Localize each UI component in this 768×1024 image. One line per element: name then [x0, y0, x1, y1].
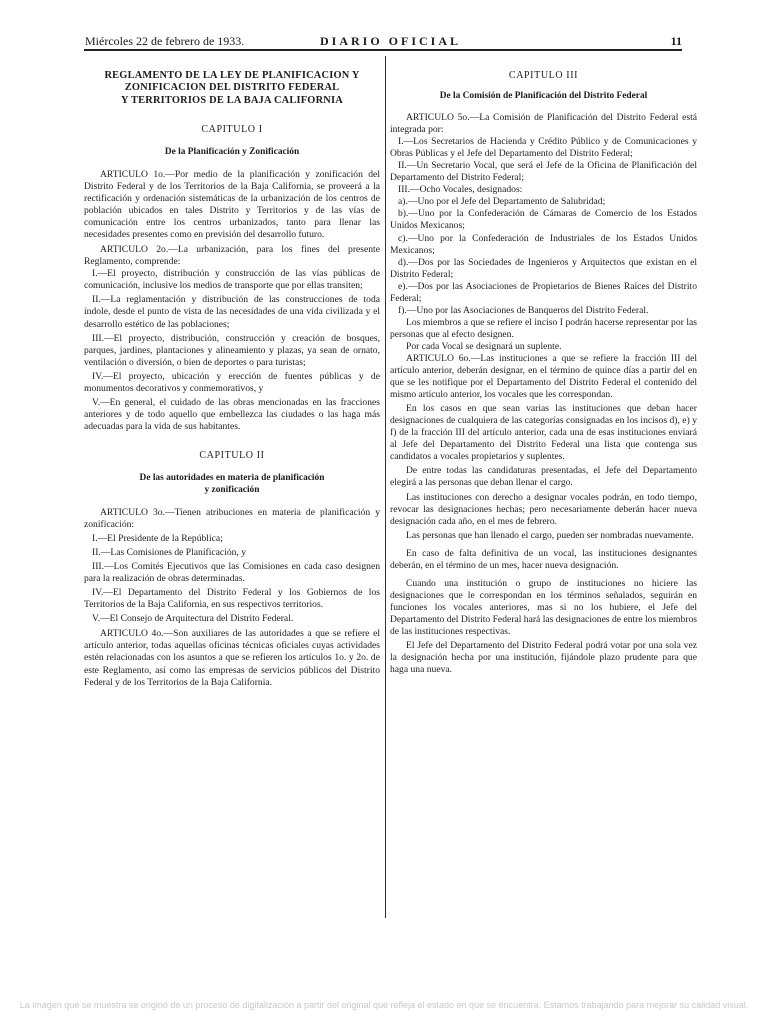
article-6-paragraph-7: Cuando una institución o grupo de instituciones no hiciere las designaciones que le correspondan en los términos señalados, seguirán en funciones los vocales anteriores, mas si no los hubiere, el Jefe del Departamento del Distrito Federal hará las designaciones de entre los miembros de las instituciones respectivas. — [390, 577, 697, 637]
article-2-fraction-iv: IV.—El proyecto, ubicación y erección de fuentes públicas y de monumentos decorativos y conmemorativos, y — [84, 370, 380, 394]
article-5-item-d: d).—Dos por las Sociedades de Ingenieros y Arquitectos que existan en el Distrito Federal; — [390, 256, 697, 280]
article-2-fraction-iii: III.—El proyecto, distribución, construcción y creación de bosques, parques, jardines, plantaciones y alineamiento y plazas, ya sean de ornato, ventilación o diversión, o bien de deportes o para turistas; — [84, 332, 380, 368]
document-title — [84, 70, 380, 107]
article-3-fraction-v: V.—El Consejo de Arquitectura del Distrito Federal. — [92, 613, 294, 625]
article-5-item-f: f).—Uno por las Asociaciones de Banqueros del Distrito Federal. — [398, 304, 649, 316]
article-2-fraction-ii: II.—La reglamentación y distribución de las construcciones de toda índole, desde el punto de vista de las necesidades de una vida civilizada y el desarrollo estético de las poblaciones; — [84, 294, 380, 330]
article-6: ARTICULO 6o.—Las instituciones a que se refiere la fracción III del artículo anterior, deberán designar, en el término de quince días a partir del en que se les notifique por el Departamento del Distrito Federal el contenido del mismo artículo anterior, los vocales que les correspondan. — [390, 352, 697, 401]
page-number: 11 — [670, 34, 682, 48]
article-5-fraction-i: I.—Los Secretarios de Hacienda y Crédito Público y de Comunicaciones y Obras Públicas y el Jefe del Departamento del Distrito Federal; — [390, 136, 697, 160]
article-6-paragraph-6: En caso de falta definitiva de un vocal, las instituciones designantes deberán, en el término de un mes, hacer nueva designación. — [390, 547, 697, 571]
header-rule — [84, 49, 682, 51]
article-5-substitutes: Por cada Vocal se designará un suplente. — [406, 340, 562, 352]
article-3: ARTICULO 3o.—Tienen atribuciones en materia de planificación y zonificación: — [84, 506, 380, 531]
section-heading: De la Comisión de Planificación del Distrito Federal — [439, 91, 648, 102]
article-6-paragraph-8: El Jefe del Departamento del Distrito Federal podrá votar por una sola vez la designación hecha por una institución, fijándole plazo prudente para que haga una nueva. — [390, 640, 697, 676]
article-5-item-c: c).—Uno por la Confederación de Industriales de los Estados Unidos Mexicanos; — [390, 232, 697, 256]
digitization-notice: La imagen que se muestra se originó de un proceso de digitalización a partir del original que refleja el estado en que se encuentra. Estamos trabajando para mejorar su calidad visual. — [19, 1000, 749, 1010]
section-heading-continued: y zonificación — [204, 484, 260, 495]
article-5-members: Los miembros a que se refiere el inciso I podrán hacerse representar por las personas que al efecto designen. — [390, 316, 697, 340]
article-6-paragraph-4: Las instituciones con derecho a designar vocales podrán, en todo tiempo, revocar las designaciones hechas; pero necesariamente deberán hacer nueva designación cada año, en el mes de febrero. — [390, 491, 697, 527]
title-line-2: ZONIFICACION DEL DISTRITO FEDERAL — [124, 82, 340, 94]
article-5-item-e: e).—Dos por las Asociaciones de Propietarios de Bienes Raíces del Distrito Federal; — [390, 280, 697, 304]
article-5-item-a: a).—Uno por el Jefe del Departamento de Salubridad; — [398, 196, 606, 208]
column-divider — [385, 56, 386, 918]
chapter-heading: CAPITULO I — [201, 123, 263, 135]
article-6-paragraph-2: En los casos en que sean varias las instituciones que deban hacer designaciones de cualquiera de las categorías consignadas en los incisos d), e) y f) de la fracción III del artículo anterior, cada una de esas instituciones enviará al Jefe del Departamento del Distrito Federal una lista que contenga sus candidatos a vocales propietarios y suplentes. — [390, 403, 697, 463]
article-5-item-b: b).—Uno por la Confederación de Cámaras de Comercio de los Estados Unidos Mexicanos; — [390, 208, 697, 232]
article-3-fraction-iv: IV.—El Departamento del Distrito Federal y los Gobiernos de los Territorios de la Baja California, en sus respectivos territorios. — [84, 587, 380, 611]
article-4: ARTICULO 4o.—Son auxiliares de las autoridades a que se refiere el artículo anterior, todas aquellas oficinas técnicas oficiales cuyas actividades estén relacionadas con los asuntos a que se refieren los artículos 1o. y 2o. de este Reglamento, así como las empresas de servicios públicos del Distrito Federal y de los Territorios de la Baja California. — [84, 628, 380, 688]
article-2: ARTICULO 2o.—La urbanización, para los fines del presente Reglamento, comprende: — [84, 244, 380, 268]
chapter-heading: CAPITULO III — [508, 70, 579, 81]
article-5-fraction-iii: III.—Ocho Vocales, designados: — [398, 184, 523, 196]
chapter-heading: CAPITULO II — [199, 449, 265, 461]
left-column — [84, 64, 380, 689]
issue-date: Miércoles 22 de febrero de 1933. — [85, 34, 245, 48]
newspaper-name: DIARIO OFICIAL — [320, 34, 462, 48]
right-column — [390, 64, 697, 676]
article-5-fraction-ii: II.—Un Secretario Vocal, que será el Jefe de la Oficina de Planificación del Departamento del Distrito Federal; — [390, 160, 697, 184]
article-2-fraction-i: I.—El proyecto, distribución y construcción de las vías públicas de comunicación, inclusive los medios de transporte que por ellas transiten; — [84, 268, 380, 292]
article-6-paragraph-3: De entre todas las candidaturas presentadas, el Jefe del Departamento elegirá a las personas que deban llenar el cargo. — [390, 465, 697, 489]
article-1: ARTICULO 1o.—Por medio de la planificación y zonificación del Distrito Federal y de los Territorios de la Baja California, se proveerá a la rectificación y ordenación sistemáticas de la urbanización de los centros de población ubicados en tales Distrito y Territorios y de las vías de comunicación entre los centros urbanizados, tanto para llenar las necesidades presentes como en previsión del desarrollo futuro. — [84, 168, 380, 241]
article-3-fraction-ii: II.—Las Comisiones de Planificación, y — [92, 547, 247, 559]
article-6-paragraph-5: Las personas que han llenado el cargo, pueden ser nombradas nuevamente. — [406, 529, 694, 541]
article-5: ARTICULO 5o.—La Comisión de Planificación del Distrito Federal está integrada por: — [390, 112, 697, 136]
title-line-1: REGLAMENTO DE LA LEY DE PLANIFICACION Y — [104, 70, 360, 81]
title-line-3: Y TERRITORIOS DE LA BAJA CALIFORNIA — [121, 94, 343, 106]
article-3-fraction-i: I.—El Presidente de la República; — [92, 533, 223, 545]
page-header — [80, 34, 682, 50]
article-2-fraction-v: V.—En general, el cuidado de las obras mencionadas en las fracciones anteriores y de todo aquello que embellezca las ciudades o las haga más adecuadas para la vida de sus habitantes. — [84, 396, 380, 432]
section-heading: De las autoridades en materia de planificación — [139, 472, 325, 483]
article-3-fraction-iii: III.—Los Comités Ejecutivos que las Comisiones en cada caso designen para la realización de obras determinadas. — [84, 561, 380, 585]
section-heading: De la Planificación y Zonificación — [164, 146, 300, 157]
